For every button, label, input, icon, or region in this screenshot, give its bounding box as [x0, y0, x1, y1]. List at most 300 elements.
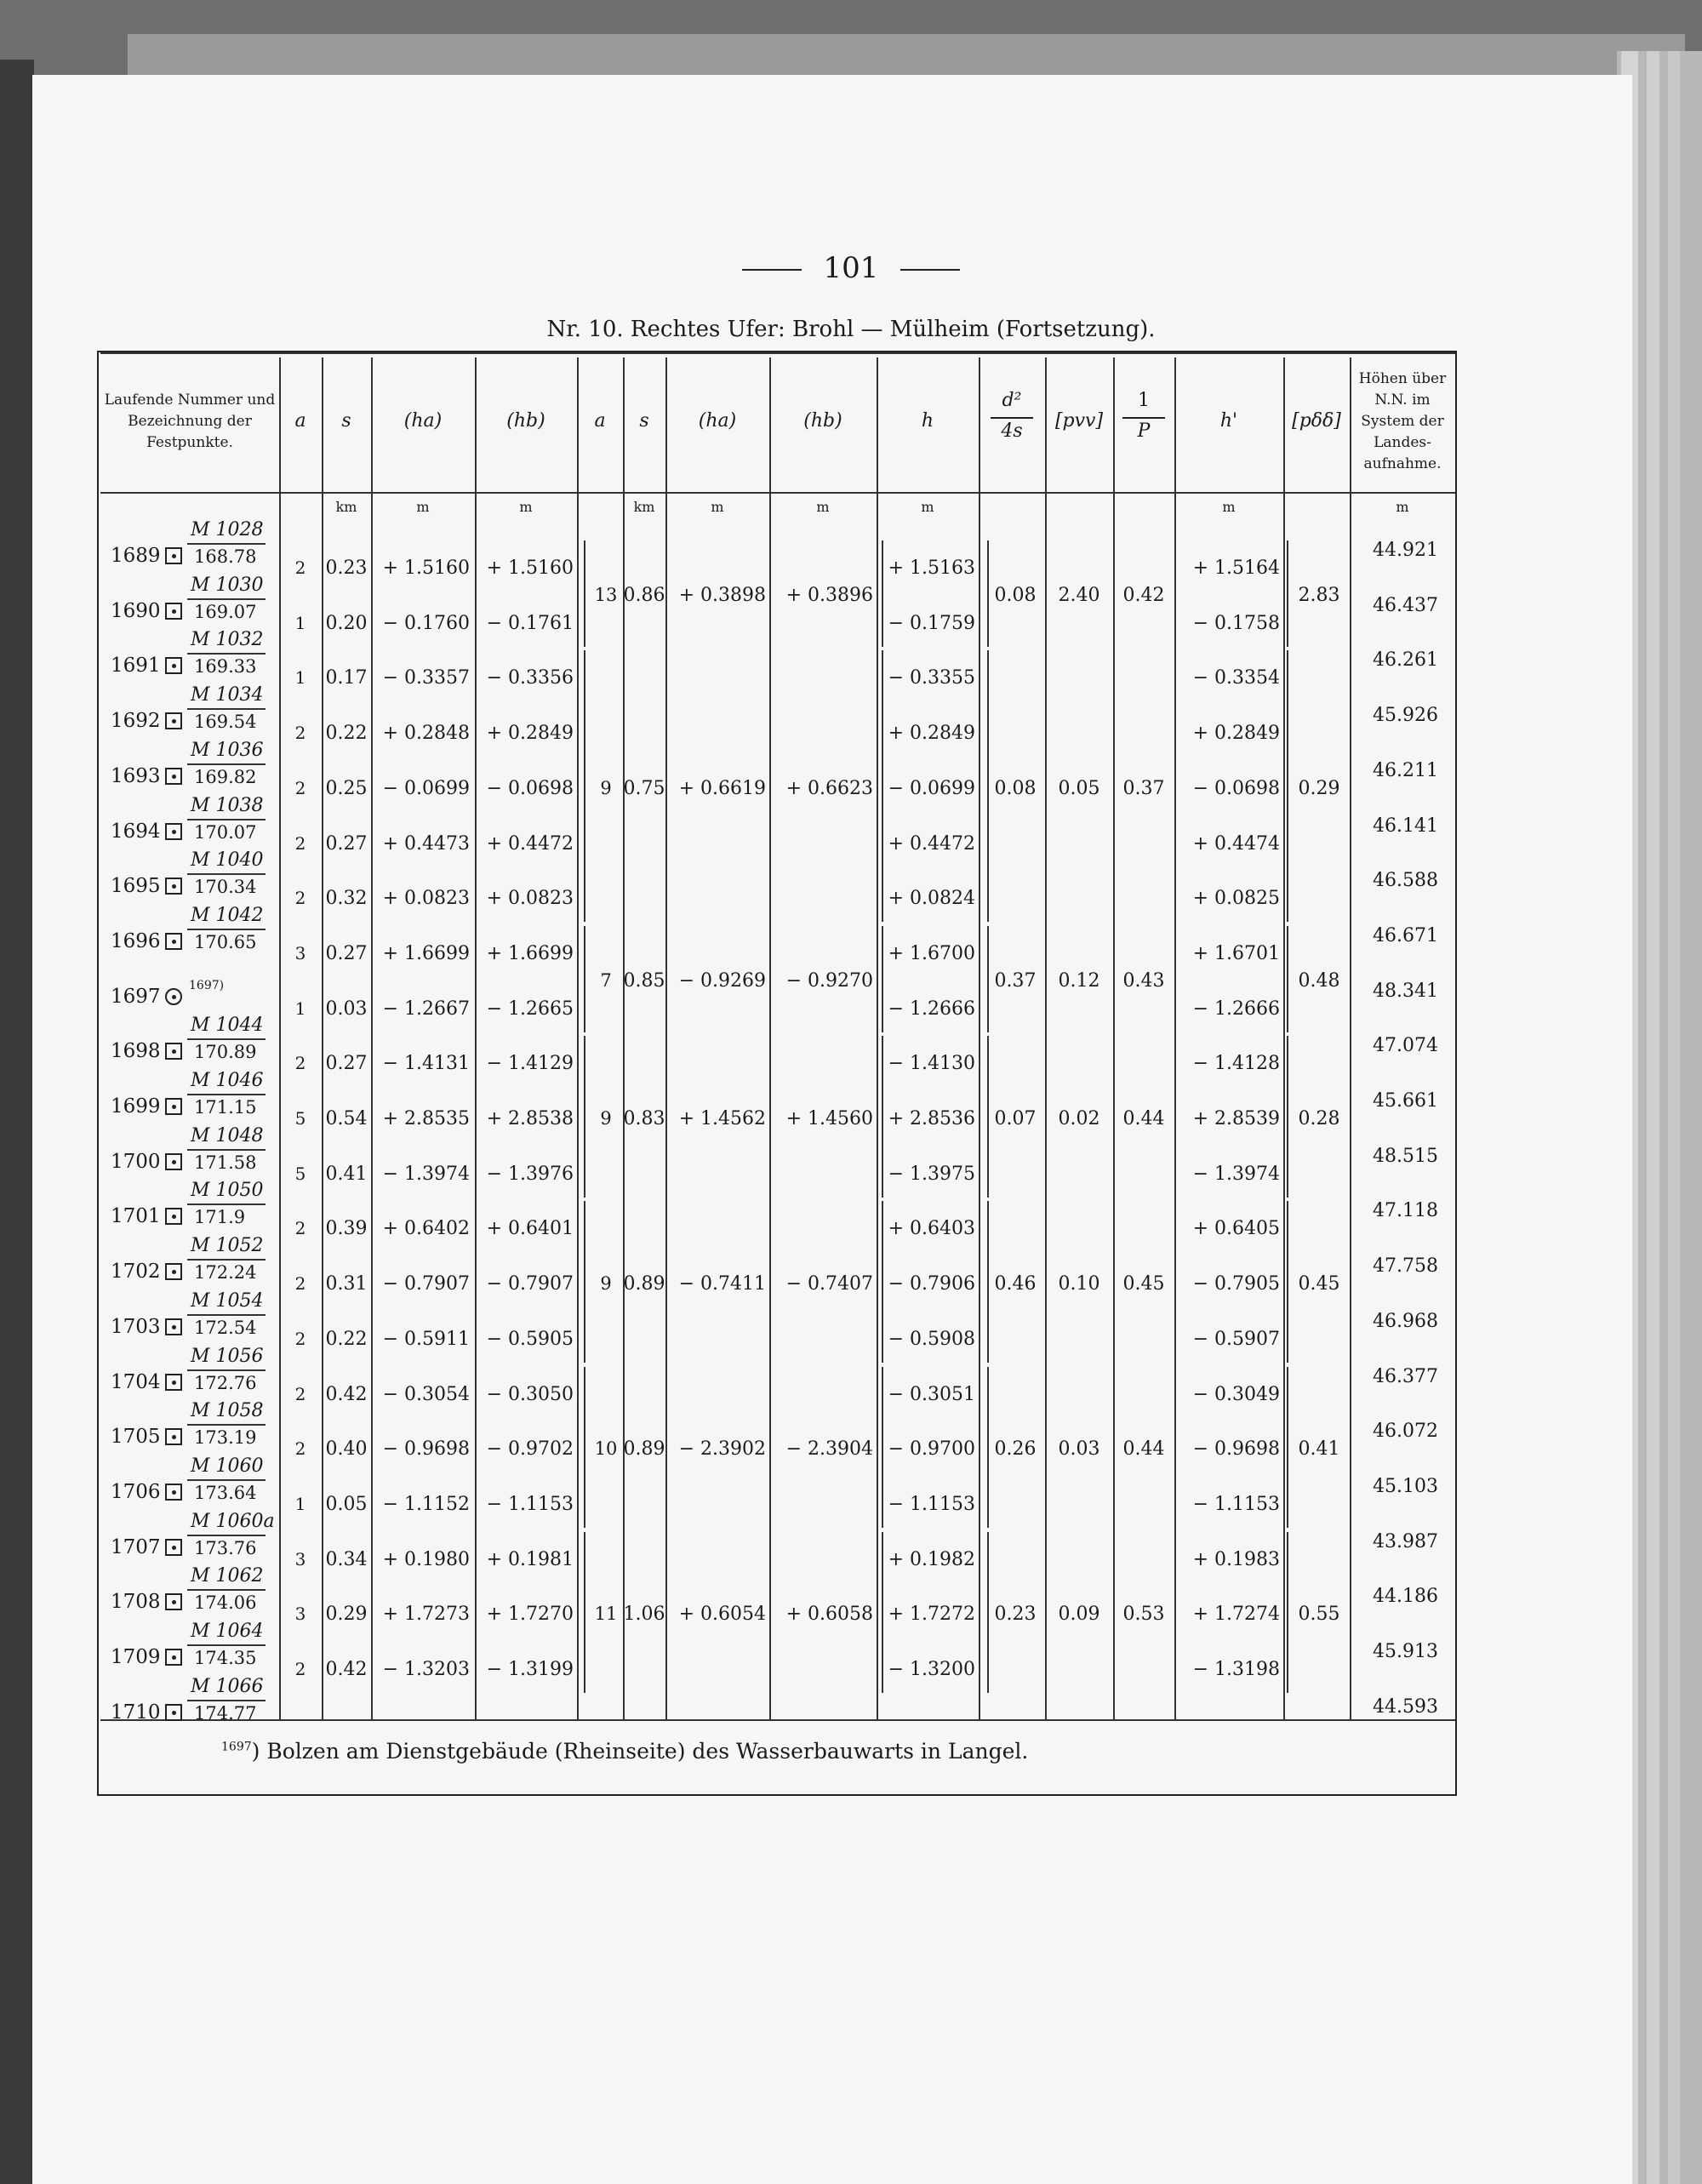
group-p: 0.44 [1122, 1108, 1165, 1129]
section-h: + 0.0824 [888, 888, 975, 910]
section-hb: + 2.8538 [486, 1108, 574, 1129]
group-a: 10 [594, 1438, 618, 1460]
benchmark-marker-icon [165, 1704, 182, 1721]
benchmark-label: M 1054 [191, 1289, 264, 1312]
header-top-line [100, 352, 1455, 354]
section-s: 0.54 [325, 1108, 368, 1129]
point-number: 1701 [111, 1205, 161, 1228]
bolt-marker-icon [165, 988, 182, 1005]
height-value: 45.926 [1373, 705, 1438, 727]
section-s: 0.29 [325, 1604, 368, 1626]
table-title: Nr. 10. Rechtes Ufer: Brohl — Mülheim (Fortsetzung). [546, 317, 1156, 342]
benchmark-marker-icon [165, 1539, 182, 1556]
group-brace-hp [1287, 1201, 1288, 1362]
section-s: 0.41 [325, 1163, 368, 1185]
benchmark-label: M 1030 [191, 574, 264, 596]
group-s: 0.89 [623, 1273, 665, 1295]
point-number: 1692 [111, 710, 161, 733]
point-number: 1706 [111, 1480, 161, 1503]
point-number: 1697 [111, 985, 161, 1008]
section-ha: − 1.2667 [382, 998, 470, 1020]
benchmark-marker-icon [165, 1263, 182, 1280]
section-h: − 0.3355 [888, 667, 975, 689]
column-rule [623, 357, 625, 1719]
section-ha: + 0.6402 [382, 1218, 470, 1240]
point-number: 1699 [111, 1095, 161, 1118]
group-brace-left [584, 1367, 585, 1528]
group-pdd: 0.45 [1298, 1273, 1340, 1295]
group-s: 1.06 [623, 1604, 665, 1626]
group-pdd: 0.29 [1298, 777, 1340, 799]
benchmark-marker-icon [165, 1208, 182, 1225]
benchmark-fraction-line [187, 1700, 266, 1701]
section-a: 1 [294, 998, 306, 1019]
group-brace-left [584, 926, 585, 1032]
section-h: − 1.2666 [888, 998, 975, 1020]
footnote-text: ) Bolzen am Dienstgebäude (Rheinseite) des Wasserbauwarts in Langel. [251, 1739, 1029, 1764]
benchmark-kilometer: 168.78 [194, 546, 257, 567]
group-brace-mid [882, 1036, 883, 1197]
section-hb: − 1.4129 [486, 1053, 574, 1075]
section-a: 3 [294, 1604, 306, 1625]
benchmark-marker-icon [165, 768, 182, 785]
group-brace-hp [1287, 926, 1288, 1032]
page-number [0, 251, 1702, 285]
unit-h_prime: m [1222, 499, 1236, 515]
page-number-text: 101 [823, 251, 879, 285]
benchmark-kilometer: 173.76 [194, 1537, 257, 1558]
point-number: 1693 [111, 764, 161, 787]
group-pvv: 0.12 [1058, 970, 1100, 992]
height-value: 46.968 [1373, 1310, 1438, 1332]
benchmark-marker-icon [165, 1649, 182, 1666]
group-s: 0.83 [623, 1108, 665, 1129]
benchmark-label: M 1050 [191, 1180, 264, 1202]
group-brace-left [584, 650, 585, 922]
section-hb: + 0.1981 [486, 1548, 574, 1570]
benchmark-marker-icon [165, 1043, 182, 1060]
section-h: + 2.8536 [888, 1108, 975, 1129]
height-value: 45.913 [1373, 1641, 1438, 1662]
section-s: 0.20 [325, 612, 368, 634]
group-d2: 0.37 [994, 970, 1037, 992]
section-ha: + 0.1980 [382, 1548, 470, 1570]
group-brace-mid [882, 1532, 883, 1693]
header-ha2: (ha) [698, 410, 737, 432]
height-value: 44.186 [1373, 1586, 1438, 1608]
group-ha: + 0.3898 [678, 585, 766, 607]
group-a: 9 [600, 1108, 612, 1129]
section-s: 0.27 [325, 942, 368, 964]
group-a: 9 [600, 1273, 612, 1295]
benchmark-label: M 1032 [191, 629, 264, 651]
section-ha: + 1.6699 [382, 942, 470, 964]
section-a: 2 [294, 723, 306, 744]
section-a: 2 [294, 1383, 306, 1404]
section-h: − 1.4130 [888, 1053, 975, 1075]
header-h-prime: h' [1219, 410, 1238, 432]
benchmark-marker-icon [165, 1318, 182, 1335]
benchmark-fraction-line [187, 1535, 266, 1536]
group-p: 0.44 [1122, 1438, 1165, 1461]
benchmark-marker-icon [165, 1153, 182, 1170]
benchmark-label: M 1042 [191, 904, 264, 926]
benchmark-fraction-line [187, 1259, 266, 1261]
benchmark-fraction-line [187, 1644, 266, 1646]
section-s: 0.27 [325, 832, 368, 855]
group-s: 0.85 [623, 970, 665, 992]
group-pvv: 0.03 [1058, 1438, 1100, 1461]
section-ha: − 0.9698 [382, 1438, 470, 1461]
benchmark-kilometer: 169.07 [194, 601, 257, 622]
benchmark-kilometer: 169.82 [194, 766, 257, 787]
section-a: 2 [294, 1218, 306, 1239]
benchmark-fraction-line [187, 543, 266, 545]
height-value: 48.341 [1373, 980, 1438, 1002]
section-ha: − 0.1760 [382, 612, 470, 634]
group-pdd: 0.41 [1298, 1438, 1340, 1461]
group-brace-mid [882, 540, 883, 647]
group-brace-left [584, 540, 585, 647]
benchmark-fraction-line [187, 708, 266, 710]
group-s: 0.86 [623, 585, 665, 607]
height-value: 44.921 [1373, 540, 1438, 561]
benchmark-fraction-line [187, 763, 266, 765]
section-hb: − 0.0698 [486, 777, 574, 799]
benchmark-kilometer: 170.07 [194, 821, 257, 843]
benchmark-label: M 1046 [191, 1070, 264, 1091]
header-p-den: P [1122, 417, 1165, 442]
point-number: 1695 [111, 875, 161, 898]
header-pvv: [pvv] [1054, 410, 1104, 432]
section-h-prime: + 0.4474 [1192, 832, 1280, 855]
benchmark-label: M 1038 [191, 794, 264, 816]
section-h: − 0.0699 [888, 777, 975, 799]
section-h: − 0.3051 [888, 1383, 975, 1405]
group-brace-hp [1287, 1036, 1288, 1197]
group-d2: 0.08 [994, 777, 1037, 799]
benchmark-kilometer: 170.65 [194, 931, 257, 952]
column-rule [769, 357, 771, 1719]
point-number: 1700 [111, 1150, 161, 1173]
benchmark-fraction-line [187, 929, 266, 930]
point-number: 1709 [111, 1646, 161, 1668]
section-h-prime: − 0.3354 [1192, 667, 1280, 689]
group-hb: − 0.9270 [785, 970, 873, 992]
group-d2: 0.26 [994, 1438, 1037, 1461]
group-pdd: 0.48 [1298, 970, 1340, 992]
height-value: 48.515 [1373, 1145, 1438, 1167]
header-h: h [921, 410, 934, 432]
group-d2: 0.08 [994, 585, 1037, 607]
section-a: 2 [294, 777, 306, 798]
group-p: 0.53 [1122, 1604, 1165, 1626]
column-rule [1283, 357, 1285, 1719]
section-ha: − 1.3974 [382, 1163, 470, 1185]
section-hb: − 0.9702 [486, 1438, 574, 1461]
benchmark-label: M 1062 [191, 1565, 264, 1587]
section-h: − 1.3200 [888, 1659, 975, 1680]
height-value: 43.987 [1373, 1530, 1438, 1552]
header-d2-num: d² [1002, 390, 1022, 411]
benchmark-marker-icon [165, 712, 182, 729]
point-number: 1691 [111, 655, 161, 677]
header-hb: (hb) [506, 410, 545, 432]
benchmark-kilometer: 173.64 [194, 1482, 257, 1503]
point-number: 1690 [111, 599, 161, 622]
point-number: 1705 [111, 1426, 161, 1449]
section-a: 2 [294, 1273, 306, 1295]
benchmark-kilometer: 171.9 [194, 1207, 246, 1228]
benchmark-fraction-line [187, 1203, 266, 1205]
section-h-prime: − 0.5907 [1192, 1328, 1280, 1350]
unit-hb: m [519, 499, 533, 515]
section-a: 2 [294, 832, 306, 854]
benchmark-marker-icon [165, 1484, 182, 1501]
benchmark-label: M 1036 [191, 739, 264, 761]
benchmark-kilometer: 174.77 [194, 1702, 257, 1724]
section-h: + 1.5163 [888, 557, 975, 579]
benchmark-marker-icon [165, 1593, 182, 1610]
section-ha: − 0.0699 [382, 777, 470, 799]
section-ha: + 2.8535 [382, 1108, 470, 1129]
section-ha: + 0.0823 [382, 888, 470, 910]
point-number: 1694 [111, 820, 161, 843]
section-hb: + 1.6699 [486, 942, 574, 964]
benchmark-kilometer: 172.76 [194, 1372, 257, 1393]
section-h-prime: − 1.2666 [1192, 998, 1280, 1020]
benchmark-kilometer: 174.35 [194, 1648, 257, 1668]
benchmark-label: M 1052 [191, 1235, 264, 1257]
section-h-prime: + 1.6701 [1192, 942, 1280, 964]
section-hb: + 0.6401 [486, 1218, 574, 1240]
column-rule [1045, 357, 1047, 1719]
group-brace-hp [1287, 1367, 1288, 1528]
section-s: 0.22 [325, 1328, 368, 1350]
point-number: 1702 [111, 1261, 161, 1284]
group-p: 0.43 [1122, 970, 1165, 992]
height-value: 46.437 [1373, 594, 1438, 616]
benchmark-marker-icon [165, 1098, 182, 1115]
header-a2: a [594, 410, 606, 432]
section-s: 0.25 [325, 777, 368, 799]
header-bottom-line [100, 492, 1455, 494]
benchmark-label: M 1058 [191, 1400, 264, 1422]
header-d2-fraction [991, 390, 1033, 449]
section-h-prime: + 1.7274 [1192, 1604, 1280, 1626]
column-rule [1113, 357, 1115, 1719]
column-rule [979, 357, 980, 1719]
height-value: 47.118 [1373, 1200, 1438, 1222]
group-brace-hp [1287, 540, 1288, 647]
section-h-prime: − 0.9698 [1192, 1438, 1280, 1461]
section-h-prime: + 0.0825 [1192, 888, 1280, 910]
group-d2: 0.23 [994, 1604, 1037, 1626]
section-h-prime: − 1.3198 [1192, 1659, 1280, 1680]
group-brace-mid [882, 1201, 883, 1362]
group-d2: 0.07 [994, 1108, 1037, 1129]
section-hb: + 1.5160 [486, 557, 574, 579]
height-value: 46.261 [1373, 649, 1438, 672]
section-a: 2 [294, 1328, 306, 1349]
column-rule [279, 357, 281, 1719]
section-h-prime: − 0.3049 [1192, 1383, 1280, 1405]
section-h: + 0.4472 [888, 832, 975, 855]
footnote-ref: 1697) [189, 978, 225, 992]
section-ha: − 0.3357 [382, 667, 470, 689]
section-hb: + 0.2849 [486, 723, 574, 745]
section-s: 0.39 [325, 1218, 368, 1240]
section-a: 2 [294, 1053, 306, 1074]
section-s: 0.42 [325, 1383, 368, 1405]
height-value: 45.661 [1373, 1090, 1438, 1112]
benchmark-label: M 1044 [191, 1015, 264, 1037]
section-a: 3 [294, 942, 306, 963]
benchmark-marker-icon [165, 1374, 182, 1391]
height-value: 46.588 [1373, 870, 1438, 892]
header-d2-den: 4s [991, 417, 1033, 442]
benchmark-label: M 1060a [191, 1510, 275, 1532]
group-ha: + 1.4562 [678, 1108, 766, 1129]
section-ha: − 1.1152 [382, 1493, 470, 1515]
benchmark-fraction-line [187, 598, 266, 600]
group-pdd: 2.83 [1298, 585, 1340, 607]
header-ha: (ha) [403, 410, 443, 432]
group-hb: + 0.6058 [785, 1604, 873, 1626]
section-ha: + 0.4473 [382, 832, 470, 855]
section-h: − 0.9700 [888, 1438, 975, 1461]
group-a: 7 [600, 970, 612, 992]
group-pvv: 0.10 [1058, 1273, 1100, 1295]
benchmark-fraction-line [187, 1149, 266, 1151]
section-s: 0.40 [325, 1438, 368, 1461]
section-h-prime: − 1.3974 [1192, 1163, 1280, 1185]
header-p-fraction [1122, 390, 1165, 449]
group-hb: + 0.6623 [785, 777, 873, 799]
benchmark-fraction-line [187, 653, 266, 655]
section-h: + 0.2849 [888, 723, 975, 745]
section-hb: − 1.1153 [486, 1493, 574, 1515]
group-pvv: 0.09 [1058, 1604, 1100, 1626]
benchmark-marker-icon [165, 933, 182, 950]
section-s: 0.42 [325, 1659, 368, 1680]
header-hoehen: Höhen über N.N. im System der Landes-aufnahme. [1358, 369, 1447, 472]
unit-h: m [921, 499, 934, 515]
section-a: 2 [294, 1659, 306, 1679]
unit-hb2: m [816, 499, 830, 515]
table-bottom-line [100, 1719, 1455, 1721]
group-p: 0.37 [1122, 777, 1165, 799]
benchmark-label: M 1066 [191, 1675, 264, 1697]
section-ha: + 1.5160 [382, 557, 470, 579]
header-label: Laufende Nummer und Bezeichnung der Festpunkte. [104, 391, 276, 451]
group-hb: + 1.4560 [785, 1108, 873, 1129]
height-value: 46.377 [1373, 1365, 1438, 1387]
unit-ha: m [416, 499, 430, 515]
section-a: 3 [294, 1548, 306, 1569]
benchmark-kilometer: 172.24 [194, 1262, 257, 1284]
section-a: 1 [294, 1493, 306, 1514]
benchmark-fraction-line [187, 1589, 266, 1591]
benchmark-kilometer: 170.34 [194, 877, 257, 898]
header-pdd: [pδδ] [1292, 410, 1341, 432]
benchmark-label: M 1064 [191, 1621, 264, 1642]
point-number: 1696 [111, 929, 161, 952]
height-value: 44.593 [1373, 1695, 1438, 1718]
section-s: 0.34 [325, 1548, 368, 1570]
section-a: 1 [294, 667, 306, 689]
section-hb: + 1.7270 [486, 1604, 574, 1626]
section-h: − 1.1153 [888, 1493, 975, 1515]
benchmark-marker-icon [165, 1428, 182, 1445]
section-h: + 1.6700 [888, 942, 975, 964]
group-p: 0.42 [1122, 585, 1165, 607]
section-h-prime: + 0.2849 [1192, 723, 1280, 745]
benchmark-fraction-line [187, 1038, 266, 1040]
header-hb2: (hb) [803, 410, 842, 432]
section-ha: − 0.5911 [382, 1328, 470, 1350]
height-value: 46.141 [1373, 815, 1438, 837]
group-a: 13 [594, 585, 618, 606]
group-brace-left [584, 1036, 585, 1197]
benchmark-label: M 1056 [191, 1345, 264, 1367]
section-h-prime: − 0.0698 [1192, 777, 1280, 799]
section-s: 0.31 [325, 1273, 368, 1295]
section-h-prime: − 0.1758 [1192, 612, 1280, 634]
section-hb: + 0.0823 [486, 888, 574, 910]
section-h-prime: + 0.6405 [1192, 1218, 1280, 1240]
group-brace-mid [882, 1367, 883, 1528]
header-s2: s [639, 410, 649, 432]
height-value: 45.103 [1373, 1475, 1438, 1497]
section-hb: − 1.3199 [486, 1659, 574, 1680]
section-h-prime: − 1.4128 [1192, 1053, 1280, 1075]
section-ha: − 0.3054 [382, 1383, 470, 1405]
section-s: 0.05 [325, 1493, 368, 1515]
section-hb: − 0.3050 [486, 1383, 574, 1405]
section-h: + 0.1982 [888, 1548, 975, 1570]
section-s: 0.32 [325, 888, 368, 910]
section-a: 2 [294, 888, 306, 909]
section-ha: − 0.7907 [382, 1273, 470, 1295]
section-hb: − 0.7907 [486, 1273, 574, 1295]
group-brace-left [584, 1532, 585, 1693]
group-brace-mid [882, 650, 883, 922]
section-hb: − 1.2665 [486, 998, 574, 1020]
benchmark-kilometer: 171.15 [194, 1097, 257, 1118]
unit-hoehen: m [1396, 499, 1409, 515]
section-h-prime: + 0.1983 [1192, 1548, 1280, 1570]
section-h-prime: + 2.8539 [1192, 1108, 1280, 1129]
benchmark-label: M 1040 [191, 849, 264, 872]
section-hb: − 1.3976 [486, 1163, 574, 1185]
section-s: 0.27 [325, 1053, 368, 1075]
point-number: 1710 [111, 1701, 161, 1724]
header-a: a [294, 410, 306, 432]
group-pdd: 0.55 [1298, 1604, 1340, 1626]
benchmark-kilometer: 170.89 [194, 1042, 257, 1063]
point-number: 1708 [111, 1591, 161, 1614]
benchmark-fraction-line [187, 1369, 266, 1371]
benchmark-fraction-line [187, 1424, 266, 1426]
benchmark-marker-icon [165, 547, 182, 564]
group-a: 9 [600, 777, 612, 798]
section-s: 0.03 [325, 998, 368, 1020]
benchmark-fraction-line [187, 1314, 266, 1316]
section-h: + 0.6403 [888, 1218, 975, 1240]
header-p-num: 1 [1138, 390, 1150, 411]
height-value: 46.211 [1373, 759, 1438, 781]
